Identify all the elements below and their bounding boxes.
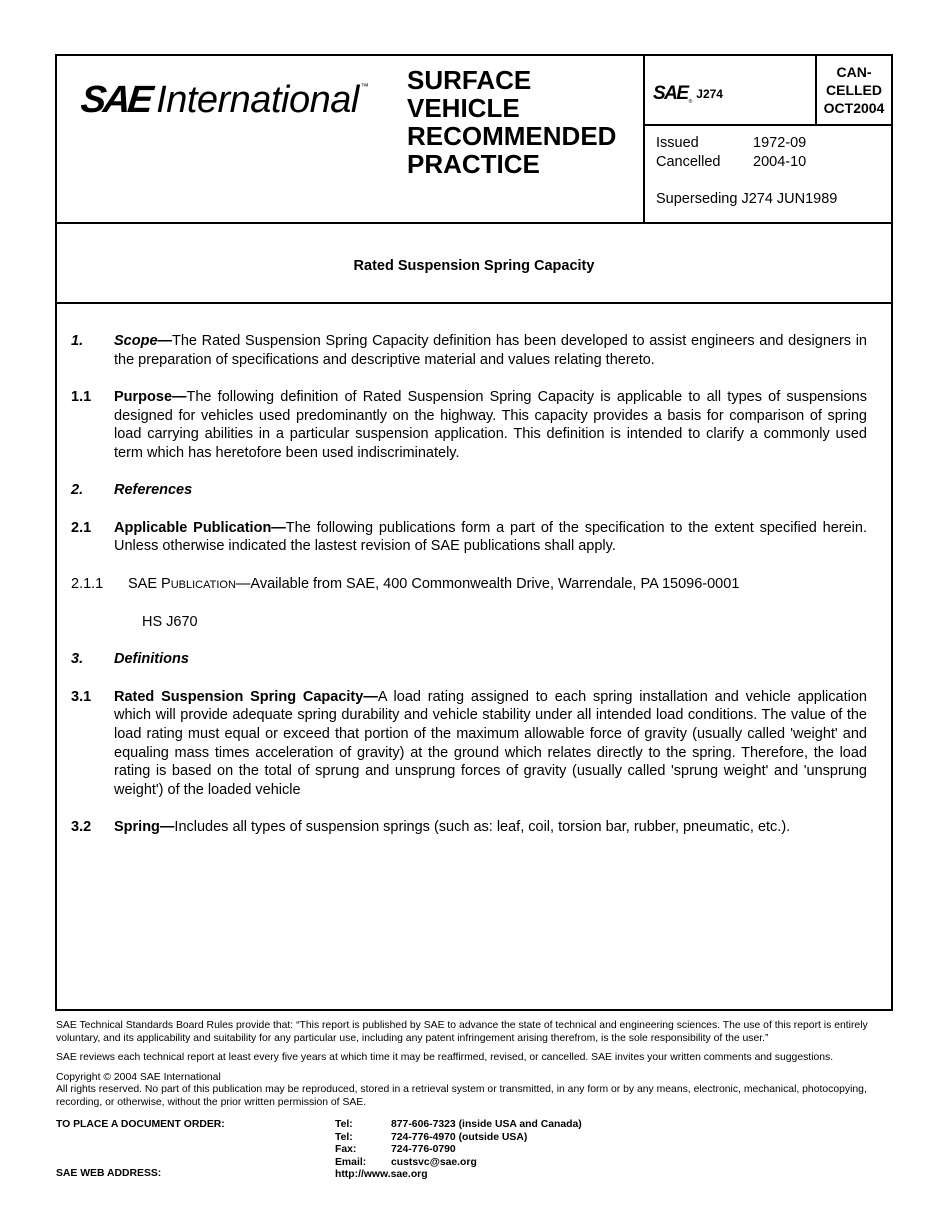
section-heading: Scope— [114,333,173,349]
section-body: The following publications form a part of the specification to the extent specified herein. Unless otherwise indicated the lastest revision of SAE publications shall apply. [114,519,867,555]
section-body: A load rating assigned to each spring installation and vehicle application which will provide adequate spring durability and vehicle stability under all intended load conditions. The value of the load rating must equal or exceed that portion of the maximum allowable force of gravity (usually called 'weight' and equaling mass times acceleration of gravity) at the ground which relates directly to the spring. Therefore, the load rating is based on the total of sprung and unsprung forces of gravity (usually called 'sprung weight' and 'unsprung weight') of the loaded vehicle [114,688,867,799]
section-heading: References [114,482,193,499]
trademark-mark: ™ [360,82,369,91]
section-2-1-1 [71,575,867,595]
issue-dates [656,134,837,209]
document-footer [56,1020,896,1116]
document-frame [55,54,893,1011]
issued-value: 1972-09 [753,135,807,151]
cancelled-label: Cancelled [656,154,721,170]
cancelled-status-box [815,56,891,124]
document-meta-box [643,56,891,222]
section-number: 2.1 [71,519,92,536]
registered-mark: ® [688,99,693,105]
status-line: CELLED [826,82,882,98]
section-heading: Spring— [114,819,175,836]
review-notice: SAE reviews each technical report at least every five years at which time it may be reaffirmed, revised, or cancelled. SAE invites your written comments and suggestions. [56,1052,834,1063]
contact-list [335,1119,582,1182]
section-text [114,388,867,463]
section-text [114,332,867,369]
section-number: 1.1 [71,389,92,405]
contact-label: Tel: [335,1131,353,1143]
order-label: TO PLACE A DOCUMENT ORDER: [56,1119,225,1130]
cancelled-value: 2004-10 [753,154,807,170]
section-text [114,818,867,837]
web-row [335,1169,582,1182]
contact-value: 724-776-0790 [391,1144,456,1155]
website-link[interactable]: http://www.sae.org [335,1169,428,1180]
section-number: 3. [71,651,84,668]
contact-label: Tel: [335,1119,353,1130]
section-heading: Purpose— [114,389,187,405]
section-number: 1. [71,333,84,349]
sae-publication-label: SAE P [128,575,171,592]
issued-label: Issued [656,135,699,151]
document-body [71,332,867,856]
section-number: 3.1 [71,688,92,705]
section-text [114,688,867,800]
email-link[interactable]: custsvc@sae.org [391,1156,477,1168]
meta-top-row [645,56,891,126]
status-line: OCT2004 [823,100,885,116]
logo-sae-text: SAE [78,79,153,121]
contact-row [335,1119,582,1132]
section-body: The Rated Suspension Spring Capacity definition has been developed to assist engineers and designers in the preparation of specifications and descriptive material and values relating thereto. [114,333,867,368]
section-3-1 [71,688,867,800]
section-heading: Definitions [114,651,189,668]
document-title: Rated Suspension Spring Capacity [57,224,891,304]
section-1-1 [71,388,867,463]
logo-international-text: International [156,79,359,121]
section-body: —Available from SAE, 400 Commonwealth Drive, Warrendale, PA 15096-0001 [235,575,740,592]
section-body: Includes all types of suspension springs (such as: leaf, coil, torsion bar, rubber, pneumatic, etc.). [174,819,791,836]
document-number: J274 [696,87,723,101]
doc-type-line: VEHICLE [407,93,520,123]
section-heading: Rated Suspension Spring Capacity— [114,688,378,705]
contact-label: Fax: [335,1144,357,1155]
superseding-note: Superseding J274 JUN1989 [656,191,838,207]
section-number: 2.1.1 [71,575,104,592]
copyright-notice [56,1072,896,1110]
contact-row [335,1144,582,1157]
document-type [407,66,643,178]
cancelled-row [656,153,837,172]
section-text [128,575,867,595]
section-1 [71,332,867,369]
section-2 [71,481,867,500]
contact-row [335,1157,582,1170]
section-body: The following definition of Rated Suspension Spring Capacity is applicable to all types of suspensions designed for vehicles used predominantly on the highway. This capacity provides a basis for comparison of spring load carrying abilities in a particular suspension application. This definition is intended to clarify a commonly used term which has heretofore been used indiscriminately. [114,389,867,462]
section-number: 3.2 [71,819,92,836]
status-line: CAN- [836,64,872,80]
document-header [57,56,891,224]
doc-type-line: RECOMMENDED [407,121,617,151]
contact-label: Email: [335,1156,367,1168]
contact-row [335,1132,582,1145]
rights-line: All rights reserved. No part of this publication may be reproduced, stored in a retrieval system or transmitted, in any form or by any means, electronic, mechanical, photocopying, recording, or otherwise, without the prior written permission of SAE. [56,1084,867,1108]
sae-mini-logo [653,83,723,105]
sae-publication-label-rest: UBLICATION [170,578,236,591]
board-rules-notice: SAE Technical Standards Board Rules provide that: “This report is published by SAE to advance the state of technical and engineering sciences. The use of this report is entirely voluntary, and its applicability and suitability for any particular use, including any patent infringement arising therefrom, is the sole responsibility of the user.” [56,1020,868,1044]
issued-row [656,134,837,153]
copyright-line: Copyright © 2004 SAE International [56,1071,221,1083]
section-text [114,519,867,556]
referenced-document: HS J670 [142,614,198,630]
doc-type-line: SURFACE [407,65,532,95]
contact-value: 724-776-4970 (outside USA) [391,1131,528,1143]
section-3 [71,650,867,669]
section-2-1 [71,519,867,556]
section-number: 2. [71,482,84,499]
doc-type-line: PRACTICE [407,149,540,179]
web-address-label: SAE WEB ADDRESS: [56,1168,162,1179]
sae-international-logo [78,78,369,122]
section-3-2 [71,818,867,837]
mini-logo-text: SAE [653,83,688,104]
contact-value: 877-606-7323 (inside USA and Canada) [391,1119,582,1130]
section-heading: Applicable Publication— [114,519,286,536]
